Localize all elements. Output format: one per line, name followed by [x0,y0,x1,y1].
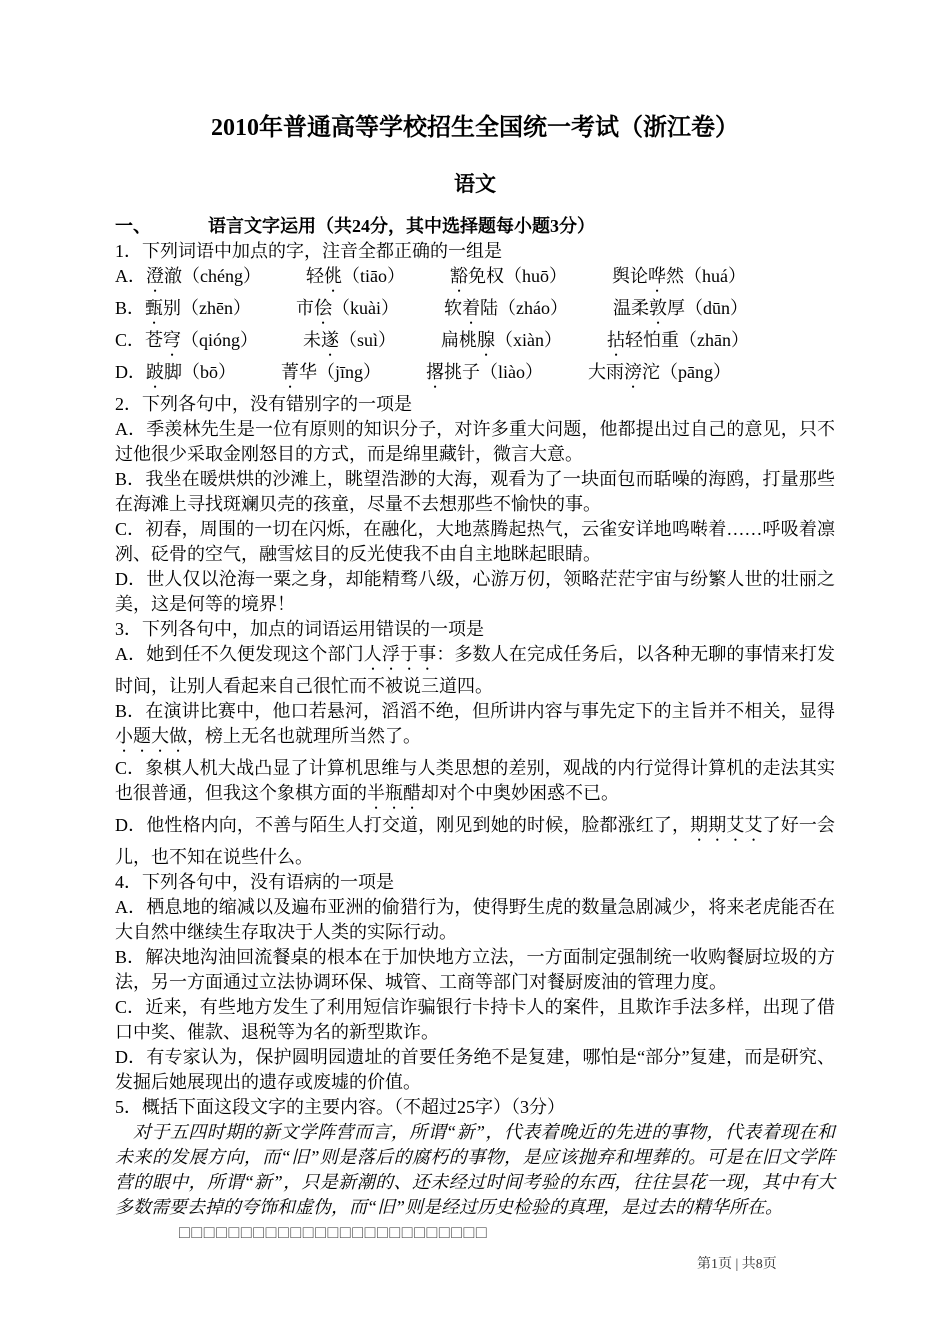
text-segment: （tiāo） [341,266,450,286]
section-heading [115,214,835,239]
question-2-stem: 2．下列各句中，没有错别字的一项是 [115,394,412,414]
question-3-option-a [115,642,835,699]
text-segment: ：多数人在完成任务后，以各种无聊的事情来打发时间，让别人看起来自己很忙而不被说三道四。 [115,644,836,696]
question-1-option-b [115,296,835,328]
question-1-option-a [115,264,835,296]
emphasized-word: 哗 [647,266,666,286]
emphasized-word: 穹 [163,330,182,350]
question-4-option-d: D．有专家认为，保护圆明园遗址的首要任务绝不是复建，哪怕是“部分”复建，而是研究、发掘后她展现出的遗存或废墟的价值。 [115,1047,835,1092]
emphasized-word: 遂 [321,330,340,350]
emphasized-word: 半瓶醋 [367,783,421,803]
section-title: 语言文字运用（共24分，其中选择题每小题3分） [208,216,595,236]
question-1-option-d [115,360,835,392]
question-4-option-c: C．近来，有些地方发生了利用短信诈骗银行卡持卡人的案件，且欺诈手法多样，出现了借口中奖、催款、退税等为名的新型欺诈。 [115,997,835,1042]
question-4-stem: 4．下列各句中，没有语病的一项是 [115,872,394,892]
text-segment: （qióng） 未 [181,330,322,350]
text-segment: 了好一会儿，也不知在说些什么。 [115,815,836,867]
text-segment: 陆（zháo） 温柔 [480,298,649,318]
emphasized-word: 跛 [146,362,164,382]
emphasized-word: 滂 [624,362,643,382]
question-2-option-b: B．我坐在暖烘烘的沙滩上，眺望浩渺的大海，观看为了一块面包而聒噪的海鸥，打量那些在海滩上寻找斑斓贝壳的孩童，尽量不去想那些不愉快的事。 [115,469,835,514]
text-segment: D．他性格内向，不善与陌生人打交道，刚见到她的时候，脸都涨红了， [115,815,691,835]
text-segment: 轻怕重（zhān） [625,330,750,350]
question-1-stem: 1．下列词语中加点的字，注音全都正确的一组是 [115,241,502,261]
text-segment: C．象棋人机大战凸显了计算机思维与人类思想的差别，观战的内行觉得计算机的走法其实也很普通，但我这个象棋方面的 [115,758,835,803]
question-3-stem: 3．下列各句中，加点的词语运用错误的一项是 [115,619,484,639]
text-segment: 厚（dūn） [666,298,748,318]
emphasized-word: 着 [462,298,480,318]
subject-title: 语文 [454,172,496,196]
document-content [115,112,835,1245]
page-footer: 第1页 | 共8页 [697,1257,777,1272]
question-3-option-c [115,756,835,813]
text-segment: 挑子（liào） 大雨 [444,362,625,382]
text-segment: 却对个中奥妙困惑不已。 [421,783,619,803]
emphasized-word: 期期艾艾 [690,815,763,835]
emphasized-word: 人浮于事 [363,644,437,664]
text-segment: 华（jīng） [299,362,427,382]
question-3-option-b [115,699,835,756]
document-title: 2010年普通高等学校招生全国统一考试（浙江卷） [211,115,739,141]
text-segment: 澈（chéng） 轻 [164,266,324,286]
emphasized-word: 拈 [607,330,626,350]
text-segment: 别（zhēn） 市 [163,298,314,318]
emphasized-word: 豁 [449,266,468,286]
text-segment: B．在演讲比赛中，他口若悬河，滔滔不绝，但所讲内容与事先定下的主旨并不相关，显得 [115,701,835,721]
text-segment: D． [115,362,146,382]
emphasized-word: 撂 [426,362,445,382]
emphasized-word: 佻 [323,266,342,286]
text-segment: （suì） 扁桃 [339,330,478,350]
question-2-option-c: C．初春，周围的一切在闪烁，在融化，大地蒸腾起热气，云雀安详地鸣啭着……呼吸着凛冽、砭骨的空气，融雪炫目的反光使我不由自主地眯起眼睛。 [115,519,835,564]
text-segment: 然（huá） [665,266,746,286]
text-segment: B． [115,298,146,318]
text-segment: 脚（bō） [164,362,281,382]
emphasized-word: 小题大做 [115,726,187,746]
text-segment: A． [115,266,146,286]
section-number: 一、 [115,216,151,236]
emphasized-word: 澄 [146,266,164,286]
question-5-stem: 5．概括下面这段文字的主要内容。（不超过25字）（3分） [115,1097,565,1117]
question-2-option-a: A．季羡林先生是一位有原则的知识分子，对许多重大问题，他都提出过自己的意见，只不过他很少采取金刚怒目的方式，而是绵里藏针，微言大意。 [115,419,835,464]
text-segment: 免权（huō） 舆论 [467,266,648,286]
text-segment: （kuài） 软 [332,298,462,318]
emphasized-word: 敦 [648,298,667,318]
text-segment: C．苍 [115,330,164,350]
text-segment: （xiàn） [495,330,608,350]
emphasized-word: 菁 [281,362,299,382]
question-3-option-d [115,813,835,870]
text-segment: A．她到任不久便发现这个部门 [115,644,364,664]
question-4-option-b: B．解决地沟油回流餐桌的根本在于加快地方立法，一方面制定强制统一收购餐厨垃圾的方法，另一方面通过立法协调环保、城管、工商等部门对餐厨废油的管理力度。 [115,947,835,992]
emphasized-word: 甄 [145,298,164,318]
answer-boxes: □□□□□□□□□□□□□□□□□□□□□□□□□ [179,1222,489,1242]
emphasized-word: 侩 [314,298,332,318]
question-2-option-d: D．世人仅以沧海一粟之身，却能精骛八级，心游万仞，领略茫茫宇宙与纷繁人世的壮丽之美，这是何等的境界！ [115,569,835,614]
question-4-option-a: A．栖息地的缩减以及遍布亚洲的偷猎行为，使得野生虎的数量急剧减少，将来老虎能否在大自然中继续生存取决于人类的实际行动。 [115,897,835,942]
emphasized-word: 腺 [477,330,496,350]
question-5-passage: 对于五四时期的新文学阵营而言，所谓“新”，代表着晚近的先进的事物，代表着现在和未来的发展方向，而“旧”则是落后的腐朽的事物，是应该抛弃和埋葬的。可是在旧文学阵营的眼中，所谓“新”，只是新潮的、还未经过时间考验的东西，往往昙花一现，其中有大多数需要去掉的夸饰和虚伪，而“旧”则是经过历史检验的真理，是过去的精华所在。 [115,1122,835,1217]
text-segment: ，榜上无名也就理所当然了。 [187,726,421,746]
question-1-option-c [115,328,835,360]
text-segment: 沱（pāng） [642,362,732,382]
